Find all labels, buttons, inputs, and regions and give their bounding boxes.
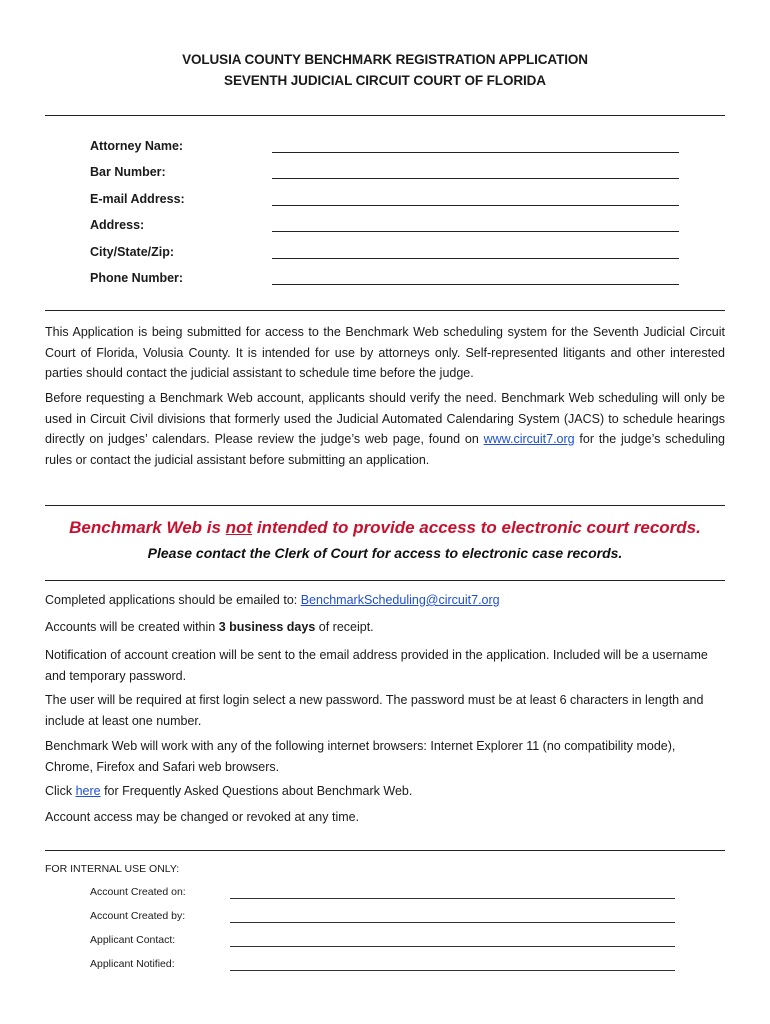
faq-line: Click here for Frequently Asked Questions about Benchmark Web. [45, 784, 413, 798]
attorney-name-field[interactable] [272, 152, 679, 153]
email-instructions: Completed applications should be emailed to: BenchmarkScheduling@circuit7.org [45, 593, 500, 607]
benchmark-email-link[interactable]: BenchmarkScheduling@circuit7.org [300, 593, 500, 607]
attorney-name-label: Attorney Name: [90, 139, 184, 153]
page-subtitle: SEVENTH JUDICIAL CIRCUIT COURT OF FLORIDA [224, 73, 546, 88]
applicant-contact-field[interactable] [230, 946, 675, 947]
address-field[interactable] [272, 231, 679, 232]
divider [45, 115, 725, 116]
email-address-label: E-mail Address: [90, 192, 185, 206]
address-label: Address: [90, 218, 145, 232]
applicant-notified-field[interactable] [230, 970, 675, 971]
intro-paragraph: This Application is being submitted for access to the Benchmark Web scheduling system for the Seventh Judicial Circuit Court of Florida, Volusia County. It is intended for use by attorneys only. Self-represented litigants and other interested parties should contact the judicial assistant to schedule time before the judge. [45, 325, 725, 380]
city-state-zip-label: City/State/Zip: [90, 245, 175, 259]
divider [45, 310, 725, 311]
account-creation-time: Accounts will be created within 3 business days of receipt. [45, 620, 374, 634]
account-created-on-field[interactable] [230, 898, 675, 899]
phone-number-label: Phone Number: [90, 271, 184, 285]
requirements-paragraph: Before requesting a Benchmark Web account, applicants should verify the need. Benchmark Web scheduling will only be used in Circuit Civil divisions that formerly used the Judicial Automated Calendaring System (JACS) to schedule hearings directly on judges’ calendars. Please review the judge’s web page, found on www.circuit7.org for the judge’s scheduling rules or contact the judicial assistant before submitting an application. [45, 391, 725, 467]
divider [45, 505, 725, 506]
access-warning: Benchmark Web is not intended to provide access to electronic court records. [69, 518, 701, 537]
page-title: VOLUSIA COUNTY BENCHMARK REGISTRATION APPLICATION [182, 52, 588, 67]
faq-link[interactable]: here [75, 784, 101, 798]
account-created-by-field[interactable] [230, 922, 675, 923]
divider [45, 850, 725, 851]
browsers-text: Benchmark Web will work with any of the following internet browsers: Internet Explorer 11 (no compatibility mode), Chrome, Firefox and Safari web browsers. [45, 739, 676, 774]
phone-number-field[interactable] [272, 284, 679, 285]
internal-use-heading: FOR INTERNAL USE ONLY: [45, 863, 180, 875]
circuit7-website-link[interactable]: www.circuit7.org [483, 432, 575, 446]
clerk-contact-note: Please contact the Clerk of Court for access to electronic case records. [147, 545, 623, 561]
divider [45, 580, 725, 581]
password-text: The user will be required at first login select a new password. The password must be at least 6 characters in length and include at least one number. [45, 693, 704, 728]
bar-number-field[interactable] [272, 178, 679, 179]
warning-emphasis: not [225, 518, 253, 537]
notification-text: Notification of account creation will be sent to the email address provided in the application. Included will be a username and temporary password. [45, 648, 708, 683]
account-created-by-label: Account Created by: [90, 910, 186, 922]
email-address-field[interactable] [272, 205, 679, 206]
applicant-contact-label: Applicant Contact: [90, 934, 176, 946]
bar-number-label: Bar Number: [90, 165, 166, 179]
access-revocation-note: Account access may be changed or revoked at any time. [45, 810, 360, 824]
applicant-notified-label: Applicant Notified: [90, 958, 175, 970]
city-state-zip-field[interactable] [272, 258, 679, 259]
account-created-on-label: Account Created on: [90, 886, 186, 898]
